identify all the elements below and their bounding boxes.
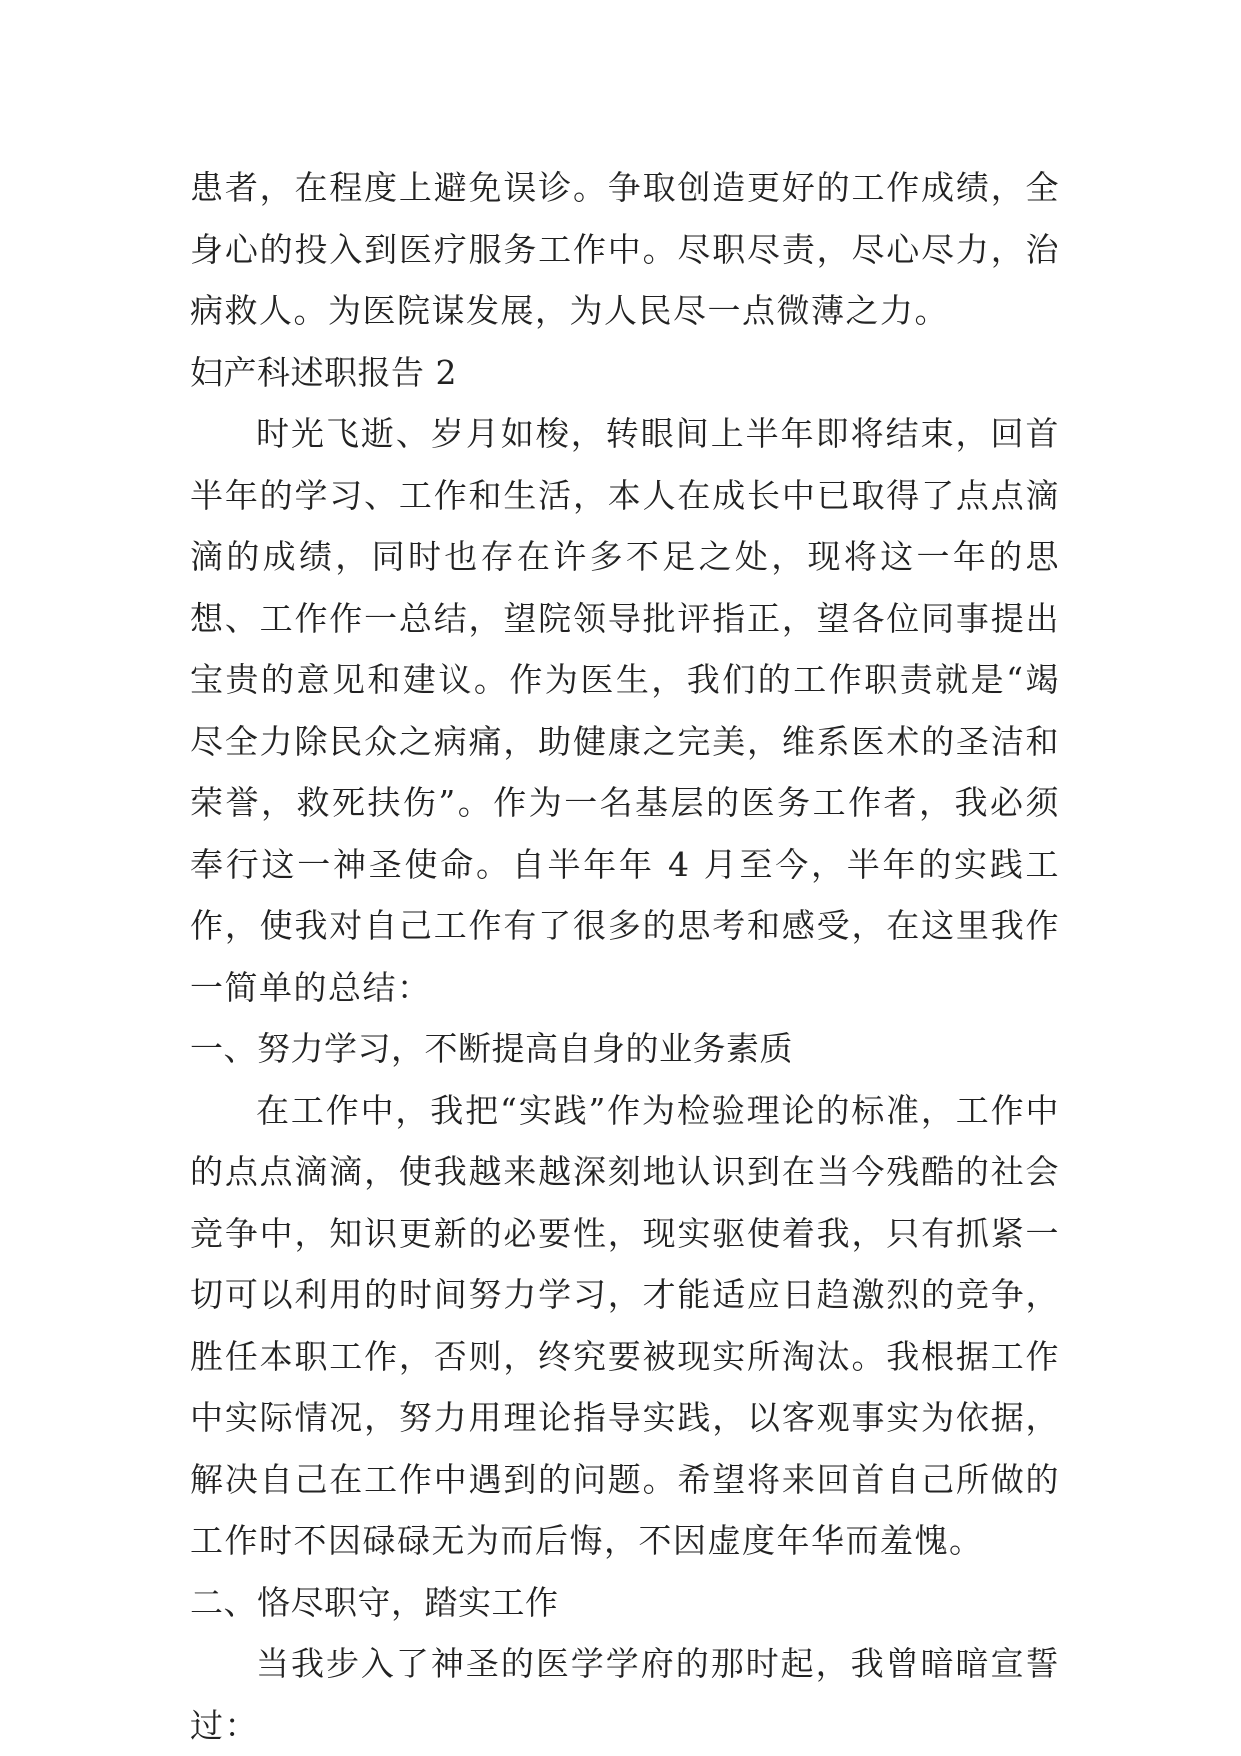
section-2-paragraph: 当我步入了神圣的医学学府的那时起，我曾暗暗宣誓过： (190, 1644, 1060, 1745)
section-heading-2: 二、恪尽职守，踏实工作 (190, 1582, 559, 1622)
continuation-paragraph: 患者，在程度上避免误诊。争取创造更好的工作成绩，全身心的投入到医疗服务工作中。尽职尽责，尽心尽力，治病救人。为医院谋发展，为人民尽一点微薄之力。 (190, 168, 1060, 330)
intro-paragraph: 时光飞逝、岁月如梭，转眼间上半年即将结束，回首半年的学习、工作和生活，本人在成长中已取得了点点滴滴的成绩，同时也存在许多不足之处，现将这一年的思想、工作作一总结，望院领导批评指正，望各位同事提出宝贵的意见和建议。作为医生，我们的工作职责就是“竭尽全力除民众之病痛，助健康之完美，维系医术的圣洁和荣誉，救死扶伤”。作为一名基层的医务工作者，我必须奉行这一神圣使命。自半年年 4 月至今，半年的实践工作，使我对自己工作有了很多的思考和感受，在这里我作一简单的总结： (190, 414, 1060, 1007)
section-heading-1: 一、努力学习，不断提高自身的业务素质 (190, 1029, 793, 1068)
section-1-paragraph: 在工作中，我把“实践”作为检验理论的标准，工作中的点点滴滴，使我越来越深刻地认识到在当今残酷的社会竞争中，知识更新的必要性，现实驱使着我，只有抓紧一切可以利用的时间努力学习，才能适应日趋激烈的竞争，胜任本职工作，否则，终究要被现实所淘汰。我根据工作中实际情况，努力用理论指导实践，以客观事实为依据，解决自己在工作中遇到的问题。希望将来回首自己所做的工作时不因碌碌无为而后悔，不因虚度年华而羞愧。 (190, 1090, 1060, 1560)
report-title: 妇产科述职报告 2 (190, 352, 457, 392)
document-body (190, 157, 1060, 1756)
